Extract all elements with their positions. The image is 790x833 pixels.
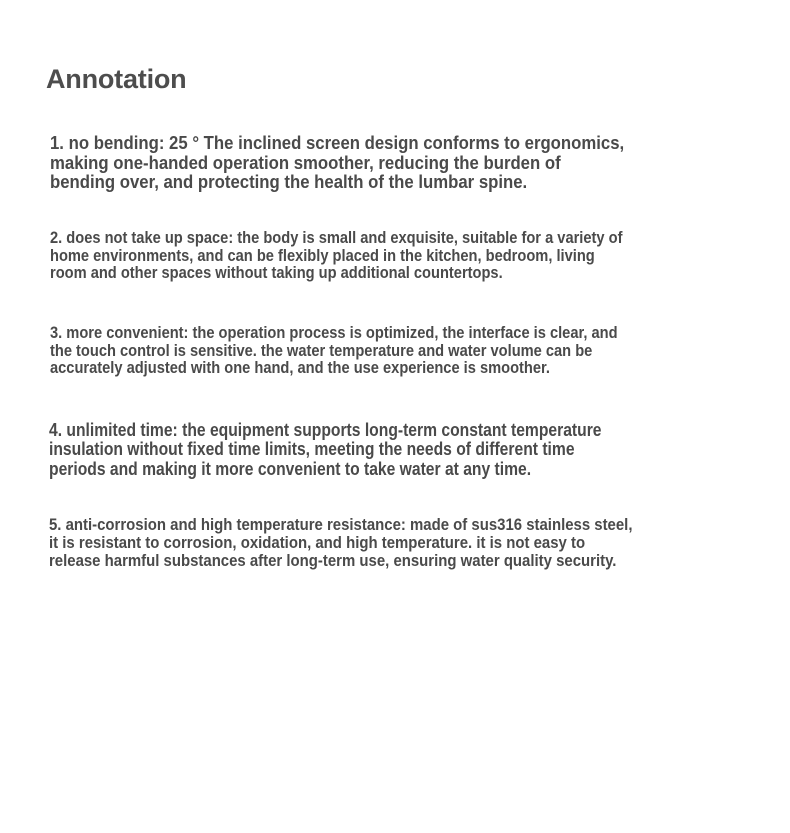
annotation-item-2 <box>50 230 622 283</box>
annotation-item-1 <box>50 133 624 192</box>
annotation-line: 1. no bending: 25 ° The inclined screen design conforms to ergonomics, <box>50 132 625 153</box>
annotation-line: 2. does not take up space: the body is small and exquisite, suitable for a variety of <box>50 229 623 247</box>
annotation-line: accurately adjusted with one hand, and the use experience is smoother. <box>50 359 550 377</box>
annotation-item-3 <box>50 325 618 378</box>
annotation-item-4 <box>49 421 602 479</box>
annotation-line: it is resistant to corrosion, oxidation, and high temperature. it is not easy to <box>49 532 586 552</box>
annotation-line: bending over, and protecting the health of the lumbar spine. <box>50 171 528 192</box>
annotation-line: making one-handed operation smoother, reducing the burden of <box>50 151 561 173</box>
annotation-line: 5. anti-corrosion and high temperature resistance: made of sus316 stainless steel, <box>49 515 633 534</box>
annotation-line: home environments, and can be flexibly placed in the kitchen, bedroom, living <box>50 246 595 265</box>
annotation-line: periods and making it more convenient to take water at any time. <box>49 458 532 479</box>
annotation-line: the touch control is sensitive. the water temperature and water volume can be <box>50 341 593 360</box>
annotation-line: 4. unlimited time: the equipment supports long-term constant temperature <box>49 420 602 440</box>
annotation-line: release harmful substances after long-term use, ensuring water quality security. <box>49 550 617 570</box>
annotation-line: room and other spaces without taking up additional countertops. <box>50 264 503 282</box>
annotation-item-5 <box>49 516 632 569</box>
annotation-line: 3. more convenient: the operation process is optimized, the interface is clear, and <box>50 324 618 342</box>
annotation-line: insulation without fixed time limits, meeting the needs of different time <box>49 439 575 460</box>
page-title: Annotation <box>46 64 187 94</box>
